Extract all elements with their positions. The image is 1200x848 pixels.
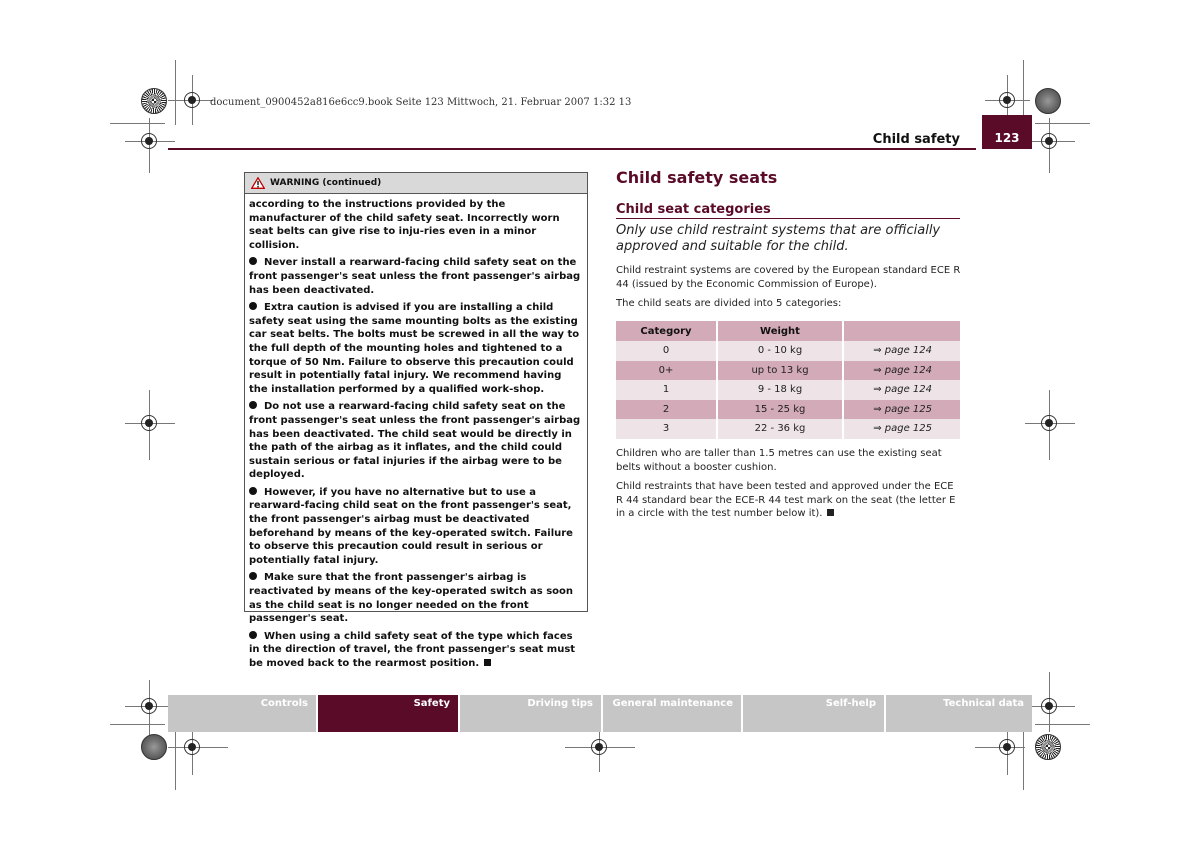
bullet-icon xyxy=(249,257,257,265)
table-row xyxy=(616,361,960,381)
table-row xyxy=(616,380,960,400)
page-reference-link[interactable]: ⇒ page 124 xyxy=(843,341,960,361)
section-heading: Child safety seats xyxy=(616,168,778,187)
bullet-icon xyxy=(249,572,257,580)
nav-tab-self-help[interactable]: Self-help xyxy=(743,695,884,732)
weight-cell: 0 - 10 kg xyxy=(717,341,843,361)
warning-paragraph: When using a child safety seat of the type which faces in the direction of travel, the front passenger's seat must be moved back to the rearmost position. xyxy=(249,630,576,669)
warning-triangle-icon xyxy=(251,177,265,189)
warning-paragraph: Never install a rearward-facing child safety seat on the front passenger's seat unless the front passenger's airbag has been deactivated. xyxy=(249,257,581,296)
page-reference-link[interactable]: ⇒ page 124 xyxy=(843,361,960,381)
table-header-row xyxy=(616,321,960,341)
category-cell: 0 xyxy=(616,341,717,361)
column-header: Category xyxy=(616,321,717,341)
print-slug: document_0900452a816e6cc9.book Seite 123 Mittwoch, 21. Februar 2007 1:32 13 xyxy=(210,97,632,108)
bullet-icon xyxy=(249,401,257,409)
nav-tab-technical-data[interactable]: Technical data xyxy=(886,695,1032,732)
nav-tab-driving-tips[interactable]: Driving tips xyxy=(460,695,601,732)
warning-paragraph: Extra caution is advised if you are installing a child safety seat using the same mounting bolts as the existing car seat belts. The bolts must be screwed in all the way to the full depth of the mounting holes and tightened to a torque of 50 Nm. Failure to observe this precaution could result in potentially fatal injury. We recommend having the installation performed by a qualified work-shop. xyxy=(249,302,580,395)
category-cell: 2 xyxy=(616,400,717,420)
warning-paragraph: according to the instructions provided by the manufacturer of the child safety seat. Incorrectly worn seat belts can give rise to inju-ries even in a minor collision. xyxy=(249,199,560,251)
warning-box xyxy=(244,172,588,669)
section-title: Child safety xyxy=(872,132,960,147)
table-row xyxy=(616,419,960,439)
category-table xyxy=(616,321,960,439)
warning-body xyxy=(245,194,587,671)
end-mark-icon xyxy=(827,509,834,516)
category-cell: 0+ xyxy=(616,361,717,381)
table-row xyxy=(616,341,960,361)
table-row xyxy=(616,400,960,420)
intro-text: Only use child restraint systems that are officially approved and suitable for the child. xyxy=(616,223,941,254)
subsection-heading: Child seat categories xyxy=(616,202,771,217)
weight-cell: 15 - 25 kg xyxy=(717,400,843,420)
paragraph-standard: Child restraint systems are covered by the European standard ECE R 44 (issued by the Economic Commission of Europe). xyxy=(616,265,961,290)
category-cell: 3 xyxy=(616,419,717,439)
warning-paragraph: However, if you have no alternative but to use a rearward-facing child seat on the front passenger's seat, the front passenger's airbag must be deactivated beforehand by means of the key-operated switch. Failure to observe this precaution could result in serious or potentially fatal injury. xyxy=(249,486,573,566)
column-header xyxy=(843,321,960,341)
end-mark-icon xyxy=(484,659,491,666)
nav-tab-general-maintenance[interactable]: General maintenance xyxy=(603,695,741,732)
page-reference-link[interactable]: ⇒ page 125 xyxy=(843,419,960,439)
warning-paragraph: Do not use a rearward-facing child safety seat on the front passenger's seat unless the front passenger's airbag has been deactivated. The child seat would be directly in the path of the airbag as it inflates, and the child could sustain serious or fatal injuries if the airbag were to be deployed. xyxy=(249,401,581,481)
page-number: 123 xyxy=(982,115,1032,149)
page-reference-link[interactable]: ⇒ page 125 xyxy=(843,400,960,420)
column-header: Weight xyxy=(717,321,843,341)
bullet-icon xyxy=(249,302,257,310)
page-reference-link[interactable]: ⇒ page 124 xyxy=(843,380,960,400)
bullet-icon xyxy=(249,631,257,639)
header-rule xyxy=(168,148,976,150)
paragraph-test-mark: Child restraints that have been tested and approved under the ECE R 44 standard bear the ECE-R 44 test mark on the seat (the letter E in a circle with the test number below it). xyxy=(616,481,956,519)
weight-cell: 9 - 18 kg xyxy=(717,380,843,400)
weight-cell: 22 - 36 kg xyxy=(717,419,843,439)
weight-cell: up to 13 kg xyxy=(717,361,843,381)
warning-title: WARNING (continued) xyxy=(270,178,382,188)
nav-tab-safety[interactable]: Safety xyxy=(318,695,458,732)
subheading-rule xyxy=(616,218,960,219)
warning-header xyxy=(245,173,587,194)
category-cell: 1 xyxy=(616,380,717,400)
warning-paragraph: Make sure that the front passenger's airbag is reactivated by means of the key-operated switch as soon as the child seat is no longer needed on the front passenger's seat. xyxy=(249,572,574,625)
nav-tab-controls[interactable]: Controls xyxy=(168,695,316,732)
bullet-icon xyxy=(249,487,257,495)
paragraph-height: Children who are taller than 1.5 metres can use the existing seat belts without a booster cushion. xyxy=(616,448,942,473)
paragraph-categories: The child seats are divided into 5 categories: xyxy=(616,298,842,309)
